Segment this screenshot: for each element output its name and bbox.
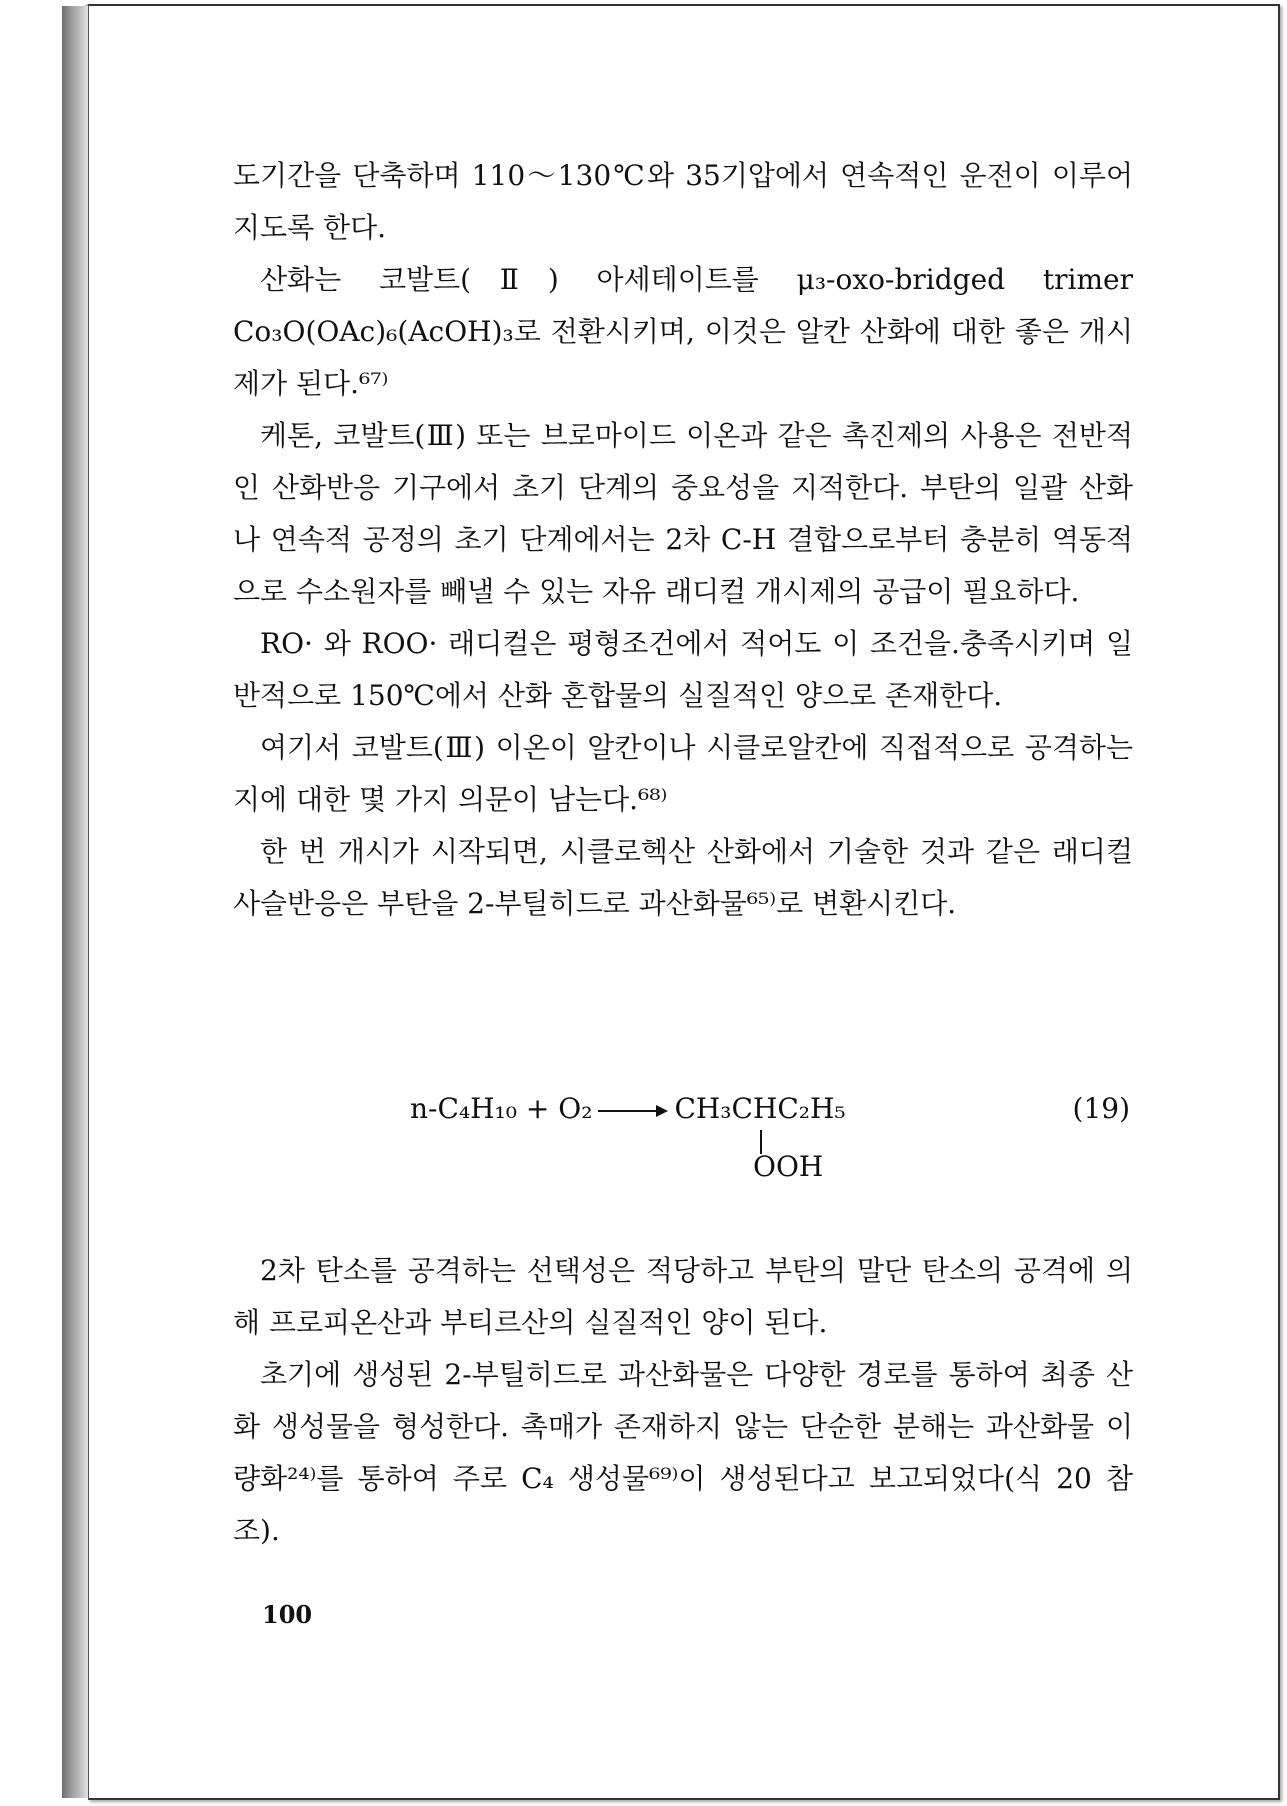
- paragraph-8: 초기에 생성된 2-부틸히드로 과산화물은 다양한 경로를 통하여 최종 산화 생성물을 형성한다. 촉매가 존재하지 않는 단순한 분해는 과산화물 이량화²⁴⁾를 통하여 주로 C₄ 생성물⁶⁹⁾이 생성된다고 보고되었다(식 20 참조).: [233, 1358, 1133, 1547]
- body-text-bottom: [233, 1245, 1133, 1557]
- reaction-arrow-icon: [598, 1110, 666, 1112]
- page-number: 100: [262, 1600, 313, 1629]
- paragraph-1: 도기간을 단축하며 110～130℃와 35기압에서 연속적인 운전이 이루어지도록 한다.: [233, 159, 1133, 244]
- paragraph-7: 2차 탄소를 공격하는 선택성은 적당하고 부탄의 말단 탄소의 공격에 의해 프로피온산과 부티르산의 실질적인 양이 된다.: [233, 1254, 1133, 1339]
- paragraph-4: RO· 와 ROO· 래디컬은 평형조건에서 적어도 이 조건을.충족시키며 일반적으로 150℃에서 산화 혼합물의 실질적인 양으로 존재한다.: [233, 627, 1133, 712]
- paragraph-2: 산화는 코발트(Ⅱ) 아세테이트를 μ₃-oxo-bridged trimer Co₃O(OAc)₆(AcOH)₃로 전환시키며, 이것은 알칸 산화에 대한 좋은 개시제가 된다.⁶⁷⁾: [233, 263, 1133, 400]
- equation-number: (19): [1072, 1092, 1130, 1125]
- equation-product: CH₃CHC₂H₅: [674, 1092, 846, 1125]
- paragraph-6: 한 번 개시가 시작되면, 시클로헥산 산화에서 기술한 것과 같은 래디컬 사슬반응은 부탄을 2-부틸히드로 과산화물⁶⁵⁾로 변환시킨다.: [233, 835, 1133, 920]
- paragraph-3: 케톤, 코발트(Ⅲ) 또는 브로마이드 이온과 같은 촉진제의 사용은 전반적인 산화반응 기구에서 초기 단계의 중요성을 지적한다. 부탄의 일괄 산화나 연속적 공정의 초기 단계에서는 2차 C-H 결합으로부터 충분히 역동적으로 수소원자를 빼낼 수 있는 자유 래디컬 개시제의 공급이 필요하다.: [233, 419, 1133, 608]
- paragraph-5: 여기서 코발트(Ⅲ) 이온이 알칸이나 시클로알칸에 직접적으로 공격하는지에 대한 몇 가지 의문이 남는다.⁶⁸⁾: [233, 731, 1133, 816]
- equation-reactants: n-C₄H₁₀ + O₂: [410, 1092, 593, 1125]
- body-text-top: [233, 150, 1133, 930]
- equation-19: [410, 1092, 1130, 1202]
- equation-substituent: OOH: [753, 1150, 824, 1183]
- equation-row: [410, 1092, 846, 1125]
- book-spine-edge: [62, 6, 88, 1798]
